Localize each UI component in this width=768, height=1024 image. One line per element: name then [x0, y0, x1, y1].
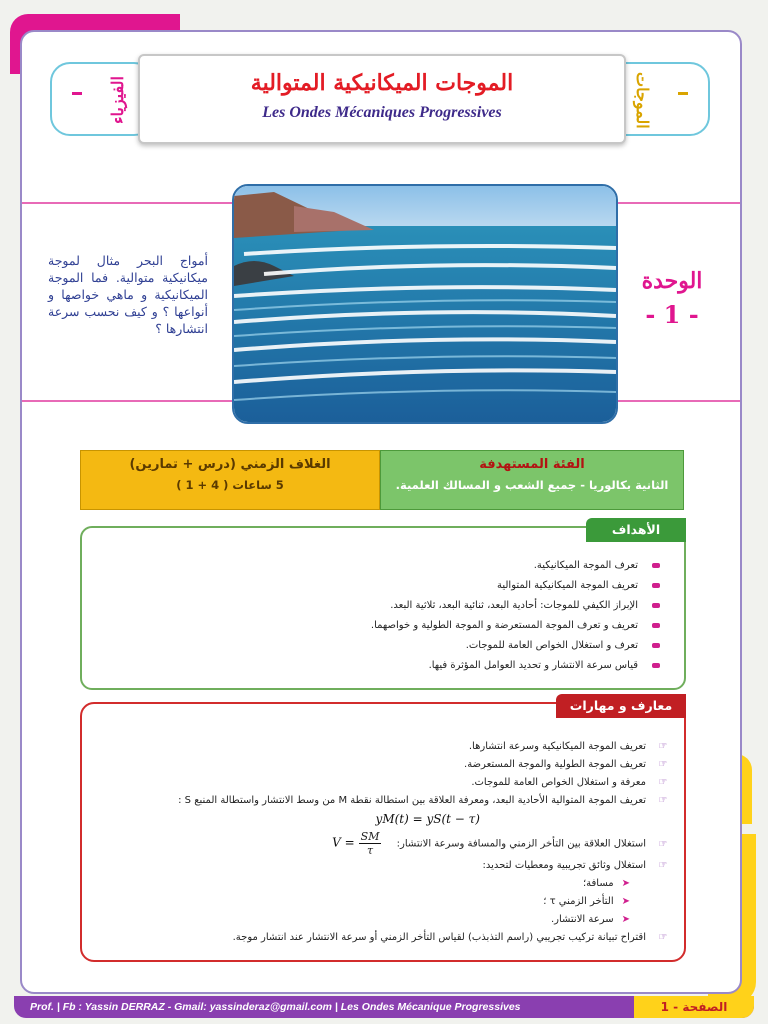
pointing-hand-icon: ☞	[658, 860, 668, 871]
unit-label: الوحدة	[641, 268, 703, 294]
header	[50, 54, 710, 144]
target-audience-title: الفئة المستهدفة	[479, 457, 585, 472]
footer-credits: Prof. | Fb : Yassin DERRAZ - Gmail: yassinderaz@gmail.com | Les Ondes Mécanique Progressives	[30, 1001, 521, 1013]
target-audience-value: الثانية بكالوريا - جميع الشعب و المسالك العلمية.	[395, 478, 669, 492]
goals-section	[80, 522, 686, 690]
skills-section	[80, 698, 686, 962]
title-french: Les Ondes Mécaniques Progressives	[262, 104, 502, 121]
header-right-dash	[678, 92, 688, 95]
list-item: ☞معرفة و استغلال الخواص العامة للموجات.	[96, 774, 670, 792]
unit-indicator	[622, 268, 722, 329]
page-number: الصفحة - 1	[634, 996, 754, 1018]
goals-heading: الأهداف	[586, 518, 686, 542]
bullet-icon	[652, 563, 660, 568]
list-item: قياس سرعة الانتشار و تحديد العوامل المؤثرة فيها.	[100, 656, 660, 676]
list-item: ☞تعريف الموجة الطولية والموجة المستعرضة.	[96, 756, 670, 774]
skills-heading: معارف و مهارات	[556, 694, 686, 718]
list-item: ☞تعريف الموجة المتوالية الأحادية البعد، ومعرفة العلاقة بين استطالة نقطة M من وسط الانتشار واستطالة المنبع S :	[96, 792, 670, 810]
time-allocation-value: 5 ساعات ( 4 + 1 )	[176, 478, 284, 492]
bullet-icon	[652, 663, 660, 668]
header-left-dash	[72, 92, 82, 95]
time-allocation-title: الغلاف الزمني (درس + تمارين)	[129, 457, 331, 472]
arrow-icon: ➤	[621, 896, 630, 907]
title-arabic: الموجات الميكانيكية المتوالية	[250, 70, 514, 96]
list-item: الإبراز الكيفي للموجات: أحادية البعد، ثنائية البعد، ثلاثية البعد.	[100, 596, 660, 616]
sea-waves-image	[232, 184, 618, 424]
list-item: ☞استغلال وثائق تجريبية ومعطيات لتحديد:	[96, 857, 670, 875]
pointing-hand-icon: ☞	[658, 795, 668, 806]
target-audience-box	[380, 450, 684, 510]
propagation-formula: yM(t) = yS(t − τ)	[375, 812, 480, 826]
formula-line	[96, 810, 670, 830]
arrow-icon: ➤	[621, 878, 630, 889]
list-item: تعريف و تعرف الموجة المستعرضة و الموجة الطولية و خواصهما.	[100, 616, 660, 636]
pointing-hand-icon: ☞	[658, 741, 668, 752]
bullet-icon	[652, 583, 660, 588]
speed-formula: V = $\frac{SM}{\tau}$	[332, 830, 380, 857]
arrow-icon: ➤	[621, 914, 630, 925]
time-allocation-box	[80, 450, 380, 510]
list-item: تعرف و استغلال الخواص العامة للموجات.	[100, 636, 660, 656]
goals-list	[100, 556, 660, 676]
list-item: ☞استغلال العلاقة بين التأخر الزمني والمسافة وسرعة الانتشار: V = $\frac{SM}{\tau}$	[96, 830, 670, 857]
page-sheet	[20, 30, 742, 994]
list-item: تعرف الموجة الميكانيكية.	[100, 556, 660, 576]
title-box	[138, 54, 626, 144]
sub-item: ➤مسافة؛	[96, 875, 670, 893]
skills-list	[96, 738, 670, 947]
chapter-label: الموجات	[633, 72, 652, 129]
sub-item: ➤سرعة الانتشار.	[96, 911, 670, 929]
footer-bar	[14, 996, 754, 1018]
unit-number: - 1 -	[645, 300, 699, 329]
list-item: تعريف الموجة الميكانيكية المتوالية	[100, 576, 660, 596]
list-item: ☞اقتراح تبيانة تركيب تجريبي (راسم التذبذب) لقياس التأخر الزمني أو سرعة الانتشار عند انتشار موجة.	[96, 929, 670, 947]
pointing-hand-icon: ☞	[658, 759, 668, 770]
bullet-icon	[652, 643, 660, 648]
pointing-hand-icon: ☞	[658, 932, 668, 943]
subject-label: الفيزياء	[108, 76, 127, 124]
intro-paragraph: أمواج البحر مثال لموجة ميكانيكية متوالية. فما الموجة الميكانيكية و ماهي خواصها و أنواعها ؟ و كيف نحسب سرعة انتشارها ؟	[48, 253, 208, 336]
pointing-hand-icon: ☞	[658, 838, 668, 850]
pointing-hand-icon: ☞	[658, 777, 668, 788]
bullet-icon	[652, 623, 660, 628]
bullet-icon	[652, 603, 660, 608]
sea-waves-illustration	[234, 186, 616, 422]
list-item: ☞تعريف الموجة الميكانيكية وسرعة انتشارها.	[96, 738, 670, 756]
sub-item: ➤التأخر الزمني τ ؛	[96, 893, 670, 911]
